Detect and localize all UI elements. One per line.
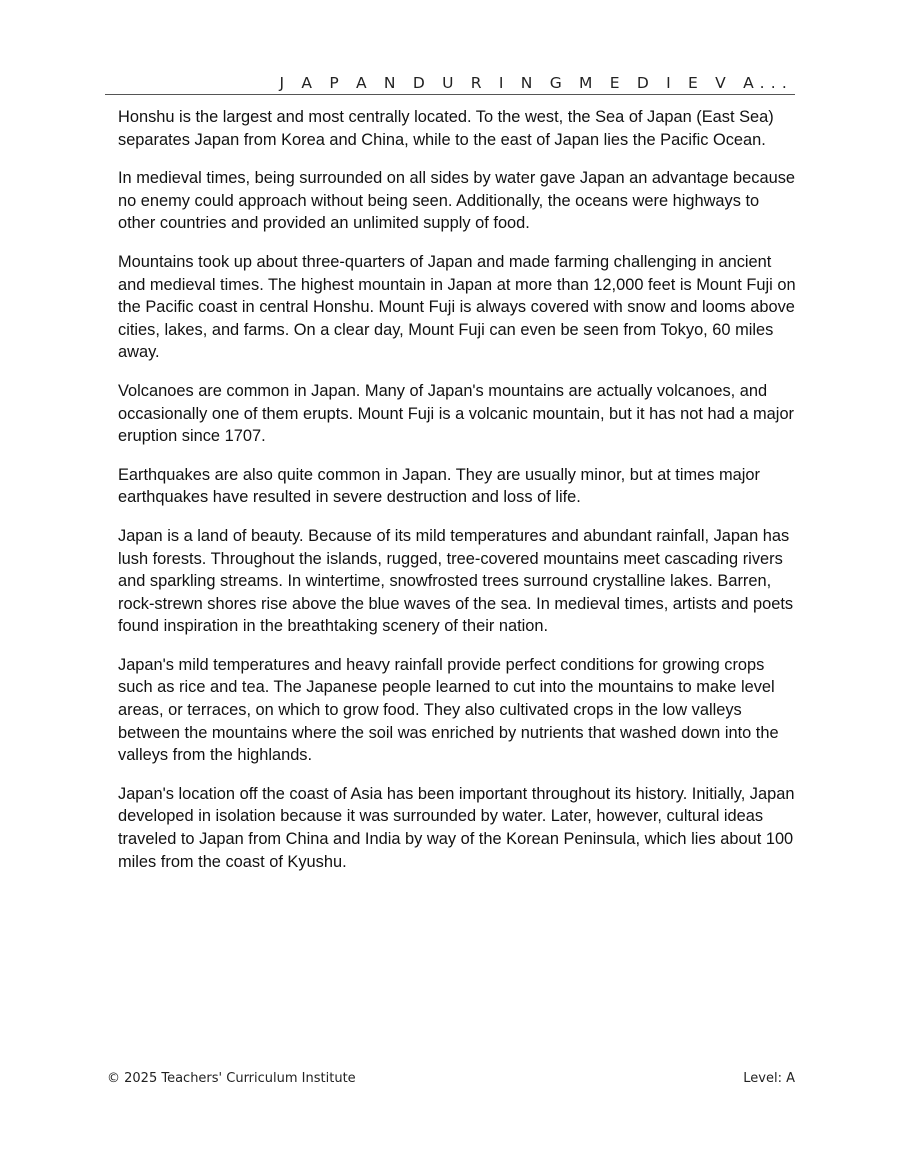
document-body [118, 106, 798, 889]
paragraph: Japan's mild temperatures and heavy rainfall provide perfect conditions for growing crops such as rice and tea. The Japanese people learned to cut into the mountains to make level areas, or terraces, on which to grow food. They also cultivated crops in the low valleys between the mountains where the soil was enriched by nutrients that washed down into the valleys from the highlands. [118, 655, 779, 765]
page-header [105, 70, 795, 95]
paragraph: Mountains took up about three-quarters of Japan and made farming challenging in ancient and medieval times. The highest mountain in Japan at more than 12,000 feet is Mount Fuji on the Pacific coast in central Honshu. Mount Fuji is always covered with snow and looms above cities, lakes, and farms. On a clear day, Mount Fuji can even be seen from Tokyo, 60 miles away. [118, 252, 796, 362]
paragraph: Japan's location off the coast of Asia has been important throughout its history. Initially, Japan developed in isolation because it was surrounded by water. Later, however, cultural ideas traveled to Japan from China and India by way of the Korean Peninsula, which lies about 100 miles from the coast of Kyushu. [118, 784, 795, 871]
paragraph: In medieval times, being surrounded on all sides by water gave Japan an advantage because no enemy could approach without being seen. Additionally, the oceans were highways to other countries and provided an unlimited supply of food. [118, 169, 796, 233]
level-label: Level: A [743, 1071, 795, 1086]
page-footer [107, 1071, 795, 1089]
document-title: J A P A N D U R I N G M E D I E V A... [279, 74, 793, 92]
paragraph: Honshu is the largest and most centrally located. To the west, the Sea of Japan (East Sea) separates Japan from Korea and China, while to the east of Japan lies the Pacific Ocean. [118, 108, 774, 149]
paragraph: Japan is a land of beauty. Because of its mild temperatures and abundant rainfall, Japan has lush forests. Throughout the islands, rugged, tree-covered mountains meet cascading rivers and sparkling streams. In wintertime, snowfrosted trees surround crystalline lakes. Barren, rock-strewn shores rise above the blue waves of the sea. In medieval times, artists and poets found inspiration in the breathtaking scenery of their nation. [118, 526, 794, 636]
copyright-text: © 2025 Teachers' Curriculum Institute [107, 1071, 356, 1086]
paragraph: Volcanoes are common in Japan. Many of Japan's mountains are actually volcanoes, and occasionally one of them erupts. Mount Fuji is a volcanic mountain, but it has not had a major eruption since 1707. [118, 381, 795, 446]
paragraph: Earthquakes are also quite common in Japan. They are usually minor, but at times major earthquakes have resulted in severe destruction and loss of life. [118, 465, 760, 507]
